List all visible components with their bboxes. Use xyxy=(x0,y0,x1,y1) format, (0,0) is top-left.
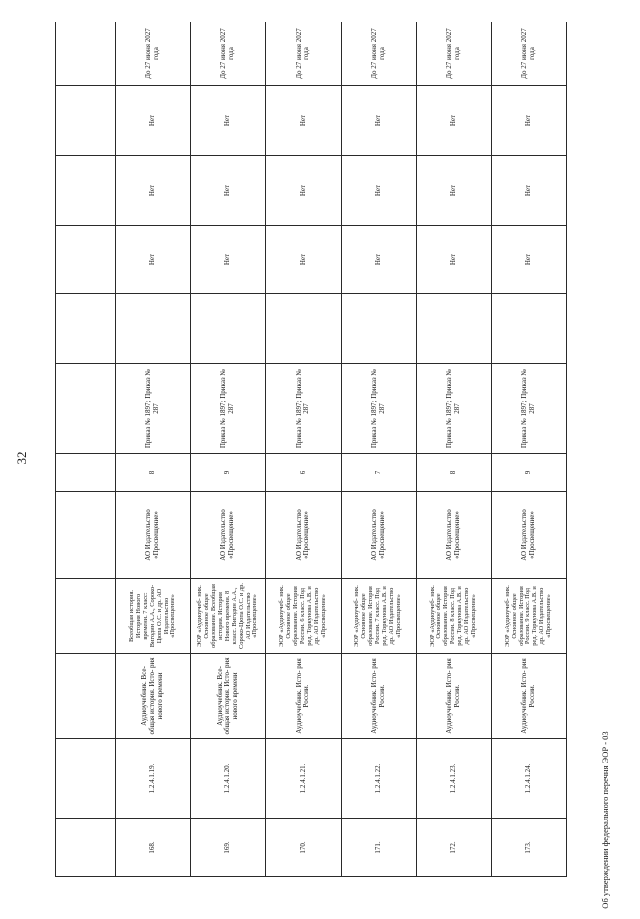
row-publisher: АО Издательство «Просвещение» xyxy=(491,492,566,579)
row-description: ЭОР «Аудиоучеб- ник. Основное общее образование. Всеобщая история. История Нового времени. 8 класс. Вигодин А.А., Сороко-Цюпа О.С. и др. АО Издательство «Просвещение» xyxy=(191,579,266,654)
row-title: Аудиоучебник. Исто- рия России. xyxy=(341,654,416,739)
row-deadline: До 27 июня 2027 года xyxy=(491,22,566,86)
row-description: ЭОР «Аудиоучеб- ник. Основное общее образование. История России. 6 класс. Под ред. Торкунова А.В. и др. АО Издательство «Просвещение» xyxy=(266,579,341,654)
row-title: Аудиоучебник. Исто- рия России. xyxy=(266,654,341,739)
row-empty-cell xyxy=(341,294,416,364)
row-flag: Нет xyxy=(491,226,566,294)
row-title: Аудиоучебник. Исто- рия России. xyxy=(416,654,491,739)
header-cell xyxy=(56,294,116,364)
row-grade: 7 xyxy=(341,454,416,492)
table-row xyxy=(416,22,491,877)
row-description: ЭОР «Аудиоучеб- ник. Основное общее образование. История России. 8 класс. Под ред. Торкунова А.В. и др. АО Издательство «Просвещение» xyxy=(416,579,491,654)
header-cell xyxy=(56,156,116,226)
row-description: ЭОР «Аудиоучеб- ник. Основное общее образование. История России. 9 класс. Под ред. Торкунова А.В. и др. АО Издательство «Просвещение» xyxy=(491,579,566,654)
row-flag: Нет xyxy=(416,86,491,156)
row-flag: Нет xyxy=(191,226,266,294)
row-code: 1.2.4.1.24. xyxy=(491,739,566,819)
row-order: Приказ № 1897; Приказ № 287 xyxy=(191,364,266,454)
row-empty-cell xyxy=(416,294,491,364)
row-flag: Нет xyxy=(341,86,416,156)
row-number: 170. xyxy=(266,819,341,877)
row-empty-cell xyxy=(491,294,566,364)
row-grade: 8 xyxy=(116,454,191,492)
header-cell xyxy=(56,364,116,454)
row-flag: Нет xyxy=(341,156,416,226)
row-publisher: АО Издательство «Просвещение» xyxy=(416,492,491,579)
rotated-table-frame xyxy=(55,22,567,877)
eor-register-table xyxy=(55,22,567,877)
row-code: 1.2.4.1.21. xyxy=(266,739,341,819)
row-flag: Нет xyxy=(266,86,341,156)
header-cell xyxy=(56,579,116,654)
row-deadline: До 27 июня 2027 года xyxy=(266,22,341,86)
register-table-container xyxy=(55,22,567,877)
row-publisher: АО Издательство «Просвещение» xyxy=(341,492,416,579)
row-grade: 9 xyxy=(191,454,266,492)
row-flag: Нет xyxy=(491,86,566,156)
row-order: Приказ № 1897; Приказ № 287 xyxy=(416,364,491,454)
row-empty-cell xyxy=(191,294,266,364)
row-empty-cell xyxy=(266,294,341,364)
row-order: Приказ № 1897; Приказ № 287 xyxy=(491,364,566,454)
header-cell xyxy=(56,86,116,156)
table-row xyxy=(116,22,191,877)
row-deadline: До 27 июня 2027 года xyxy=(416,22,491,86)
row-publisher: АО Издательство «Просвещение» xyxy=(116,492,191,579)
footer-note: Об утверждении федерального перечня ЭОР - 03 xyxy=(600,731,610,909)
header-cell xyxy=(56,22,116,86)
row-order: Приказ № 1897; Приказ № 287 xyxy=(341,364,416,454)
row-title: Аудиоучебник. Исто- рия России. xyxy=(491,654,566,739)
row-flag: Нет xyxy=(341,226,416,294)
row-grade: 9 xyxy=(491,454,566,492)
row-grade: 8 xyxy=(416,454,491,492)
row-grade: 6 xyxy=(266,454,341,492)
row-description: Всеобщая история. История Нового времени. 7 класс: Вигодин А.А., Сороко-Цюпа О.С. и др. АО Издательство «Просвещение» xyxy=(116,579,191,654)
row-code: 1.2.4.1.23. xyxy=(416,739,491,819)
row-description: ЭОР «Аудиоучеб- ник. Основное общее образование. История России. 7 класс. Под ред. Торкунова А.В. и др. АО Издательство «Просвещение» xyxy=(341,579,416,654)
row-order: Приказ № 1897; Приказ № 287 xyxy=(116,364,191,454)
page-number: 32 xyxy=(14,451,29,465)
row-number: 168. xyxy=(116,819,191,877)
row-publisher: АО Издательство «Просвещение» xyxy=(191,492,266,579)
row-empty-cell xyxy=(116,294,191,364)
row-flag: Нет xyxy=(191,86,266,156)
table-row xyxy=(266,22,341,877)
table-header-row xyxy=(56,22,116,877)
row-flag: Нет xyxy=(116,226,191,294)
row-flag: Нет xyxy=(116,86,191,156)
row-title: Аудиоучебник. Все- общая история. Исто- рия нового времени xyxy=(191,654,266,739)
row-order: Приказ № 1897; Приказ № 287 xyxy=(266,364,341,454)
table-row xyxy=(341,22,416,877)
row-code: 1.2.4.1.20. xyxy=(191,739,266,819)
row-code: 1.2.4.1.22. xyxy=(341,739,416,819)
header-cell xyxy=(56,739,116,819)
header-cell xyxy=(56,454,116,492)
row-number: 172. xyxy=(416,819,491,877)
table-row xyxy=(191,22,266,877)
row-flag: Нет xyxy=(116,156,191,226)
row-deadline: До 27 июня 2027 года xyxy=(341,22,416,86)
row-number: 173. xyxy=(491,819,566,877)
header-cell xyxy=(56,492,116,579)
row-number: 169. xyxy=(191,819,266,877)
header-cell xyxy=(56,654,116,739)
row-number: 171. xyxy=(341,819,416,877)
row-flag: Нет xyxy=(266,156,341,226)
row-flag: Нет xyxy=(266,226,341,294)
table-row xyxy=(491,22,566,877)
row-flag: Нет xyxy=(416,156,491,226)
row-title: Аудиоучебник. Все- общая история. Исто- рия нового времени xyxy=(116,654,191,739)
row-flag: Нет xyxy=(191,156,266,226)
row-deadline: До 27 июня 2027 года xyxy=(116,22,191,86)
row-publisher: АО Издательство «Просвещение» xyxy=(266,492,341,579)
row-code: 1.2.4.1.19. xyxy=(116,739,191,819)
header-cell xyxy=(56,226,116,294)
header-cell xyxy=(56,819,116,877)
row-flag: Нет xyxy=(416,226,491,294)
row-deadline: До 27 июня 2027 года xyxy=(191,22,266,86)
row-flag: Нет xyxy=(491,156,566,226)
